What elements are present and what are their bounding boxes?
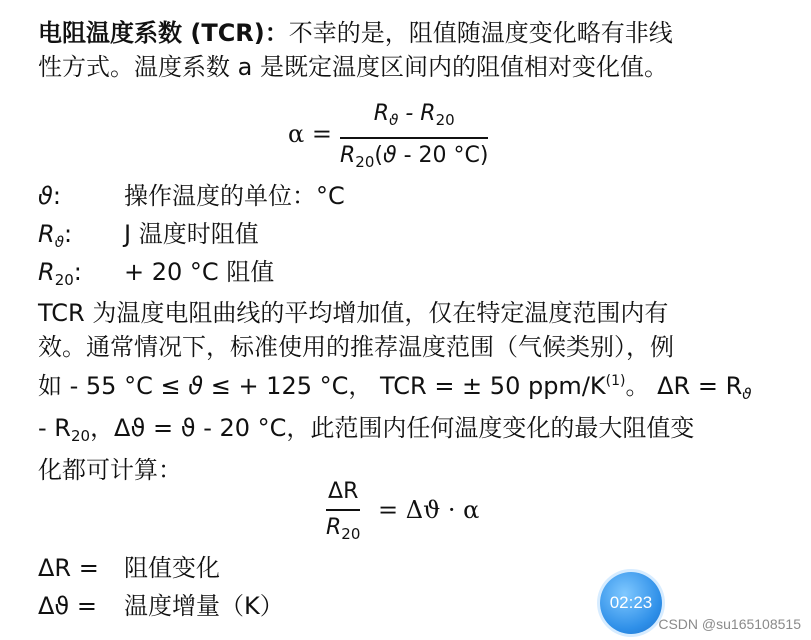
fraction-bar <box>340 137 488 139</box>
definition-theta: ϑ: 操作温度的单位：°C <box>38 182 345 210</box>
definition-delta-theta: Δϑ = 温度增量（K） <box>38 592 284 620</box>
formula2-fraction <box>326 478 360 548</box>
tcr-term-title: 电阻温度系数 (TCR)： <box>38 19 289 47</box>
intro-line-2: 性方式。温度系数 a 是既定温度区间内的阻值相对变化值。 <box>38 53 668 81</box>
watermark: CSDN @su165108515 <box>658 616 801 632</box>
formula1-denominator: $R_{20}(ϑ - 20$ °C) <box>340 142 489 171</box>
definition-r-theta: $R_ϑ$: J 温度时阻值 <box>38 220 259 251</box>
tcr-paragraph: TCR 为温度电阻曲线的平均增加值，仅在特定温度范围内有 效。通常情况下，标准使用的推荐温度范围（气候类别），例 如 - 55 °C ≤ ϑ ≤ + 125 °C， TCR = ± 50 ppm/$K^{(1)}$。 $\Delta R = R_ϑ$ - $R_{20}$，Δϑ = ϑ - 20 °C，此范围内任何温度变化的最大阻值变 化都可计算： <box>38 299 752 484</box>
definition-delta-r: ΔR = 阻值变化 <box>38 554 220 582</box>
formula1-fraction <box>340 100 488 176</box>
fraction-bar <box>326 509 360 511</box>
formula1-numerator: $R_ϑ - R_{20}$ <box>373 101 455 129</box>
formula2-denominator: $R_{20}$ <box>326 514 361 543</box>
formula2-numerator: ΔR <box>328 479 359 504</box>
intro-line-1: 电阻温度系数 (TCR)：不幸的是，阻值随温度变化略有非线 <box>38 19 673 47</box>
definition-r-20: $R_{20}$: + 20 °C 阻值 <box>38 258 275 289</box>
video-timer-badge[interactable]: 02:23 <box>600 572 662 634</box>
formula1-lhs: α = <box>288 120 332 148</box>
formula2-rhs: = Δϑ · α <box>378 496 480 524</box>
intro-paragraph <box>38 16 778 84</box>
